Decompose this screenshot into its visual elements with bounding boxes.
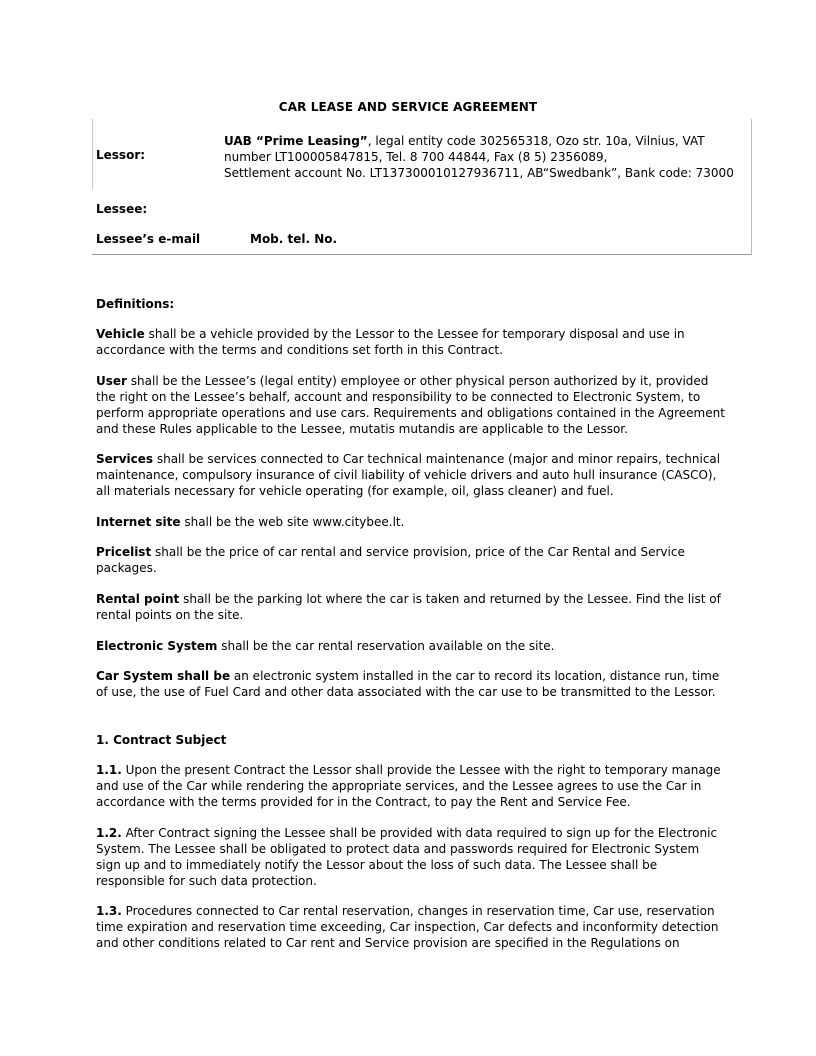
clause-text: Procedures connected to Car rental reservation, changes in reservation time, Car use, reservation time expiration and reservation time exceeding, Car inspection, Car defects and inconformity detection and other conditions related to Car rent and Service provision are specified in the Regulations on [96, 904, 719, 950]
lessee-email-label: Lessee’s e-mail [96, 232, 201, 246]
definition-term: Electronic System [96, 639, 218, 653]
lessee-label: Lessee: [96, 202, 148, 216]
definition-text: shall be a vehicle provided by the Lessor to the Lessee for temporary disposal and use in accordance with the terms and conditions set forth in this Contract. [96, 327, 685, 357]
clause-text: After Contract signing the Lessee shall be provided with data required to sign up for the Electronic System. The Lessee shall be obligated to protect data and passwords required for Electronic System sign up and to immediately notify the Lessor about the loss of such data. The Lessee shall be responsible for such data protection. [96, 826, 718, 888]
definition-text: shall be the parking lot where the car is taken and returned by the Lessee. Find the list of rental points on the site. [96, 592, 721, 622]
definition-text: shall be the price of car rental and service provision, price of the Car Rental and Service packages. [96, 545, 685, 575]
definition-term: Car System shall be [96, 669, 231, 683]
lessor-details-line-2: number LT100005847815, Tel. 8 700 44844, Fax (8 5) 2356089, [224, 150, 608, 164]
definition-vehicle [96, 326, 726, 358]
definition-term: Vehicle [96, 327, 145, 341]
clause-number: 1.3. [96, 904, 122, 918]
document-title: CAR LEASE AND SERVICE AGREEMENT [278, 100, 538, 114]
clause-number: 1.2. [96, 826, 122, 840]
definition-text: shall be the web site www.citybee.lt. [180, 515, 405, 529]
lessor-name: UAB “Prime Leasing” [224, 134, 368, 148]
definition-services [96, 451, 726, 499]
lessor-details-line-3: Settlement account No. LT137300010127936711, AB“Swedbank”, Bank code: 73000 [224, 166, 734, 180]
definition-term: Rental point [96, 592, 180, 606]
table-left-rule [92, 119, 93, 189]
definition-car-system [96, 668, 726, 700]
section-1-heading: 1. Contract Subject [96, 733, 227, 747]
definitions-heading: Definitions: [96, 297, 175, 311]
definition-pricelist [96, 544, 726, 576]
definition-user [96, 373, 726, 437]
clause-text: Upon the present Contract the Lessor shall provide the Lessee with the right to temporary manage and use of the Car while rendering the appropriate services, and the Lessee agrees to use the Car in accordance with the terms provided for in the Contract, to pay the Rent and Service Fee. [96, 763, 721, 809]
definition-term: User [96, 374, 127, 388]
lessor-details [224, 133, 754, 181]
clause-1-2 [96, 825, 726, 889]
clause-1-1 [96, 762, 726, 810]
definition-rental-point [96, 591, 726, 623]
definition-electronic-system [96, 638, 726, 654]
definition-term: Services [96, 452, 154, 466]
definition-text: shall be services connected to Car technical maintenance (major and minor repairs, technical maintenance, compulsory insurance of civil liability of vehicle drivers and auto hull insurance (CASCO), all materials necessary for vehicle operating (for example, oil, glass cleaner) and fuel. [96, 452, 721, 498]
definition-term: Pricelist [96, 545, 152, 559]
definition-internet-site [96, 514, 726, 530]
lessor-label: Lessor: [96, 148, 146, 162]
lessor-line-1 [224, 133, 754, 149]
mobile-phone-label: Mob. tel. No. [250, 232, 338, 246]
lessor-details-line-1: , legal entity code 302565318, Ozo str. 10a, Vilnius, VAT [367, 134, 705, 148]
definition-text: shall be the Lessee’s (legal entity) employee or other physical person authorized by it, provided the right on the Lessee’s behalf, account and responsibility to be connected to Electronic System, to perform appropriate operations and use cars. Requirements and obligations contained in the Agreement and these Rules applicable to the Lessee, mutatis mutandis are applicable to the Lessor. [96, 374, 725, 436]
clause-number: 1.1. [96, 763, 122, 777]
definition-text: an electronic system installed in the car to record its location, distance run, time of use, the use of Fuel Card and other data associated with the car use to be transmitted to the Lessor. [96, 669, 720, 699]
clause-1-3 [96, 903, 726, 951]
definition-term: Internet site [96, 515, 181, 529]
definition-text: shall be the car rental reservation available on the site. [217, 639, 555, 653]
